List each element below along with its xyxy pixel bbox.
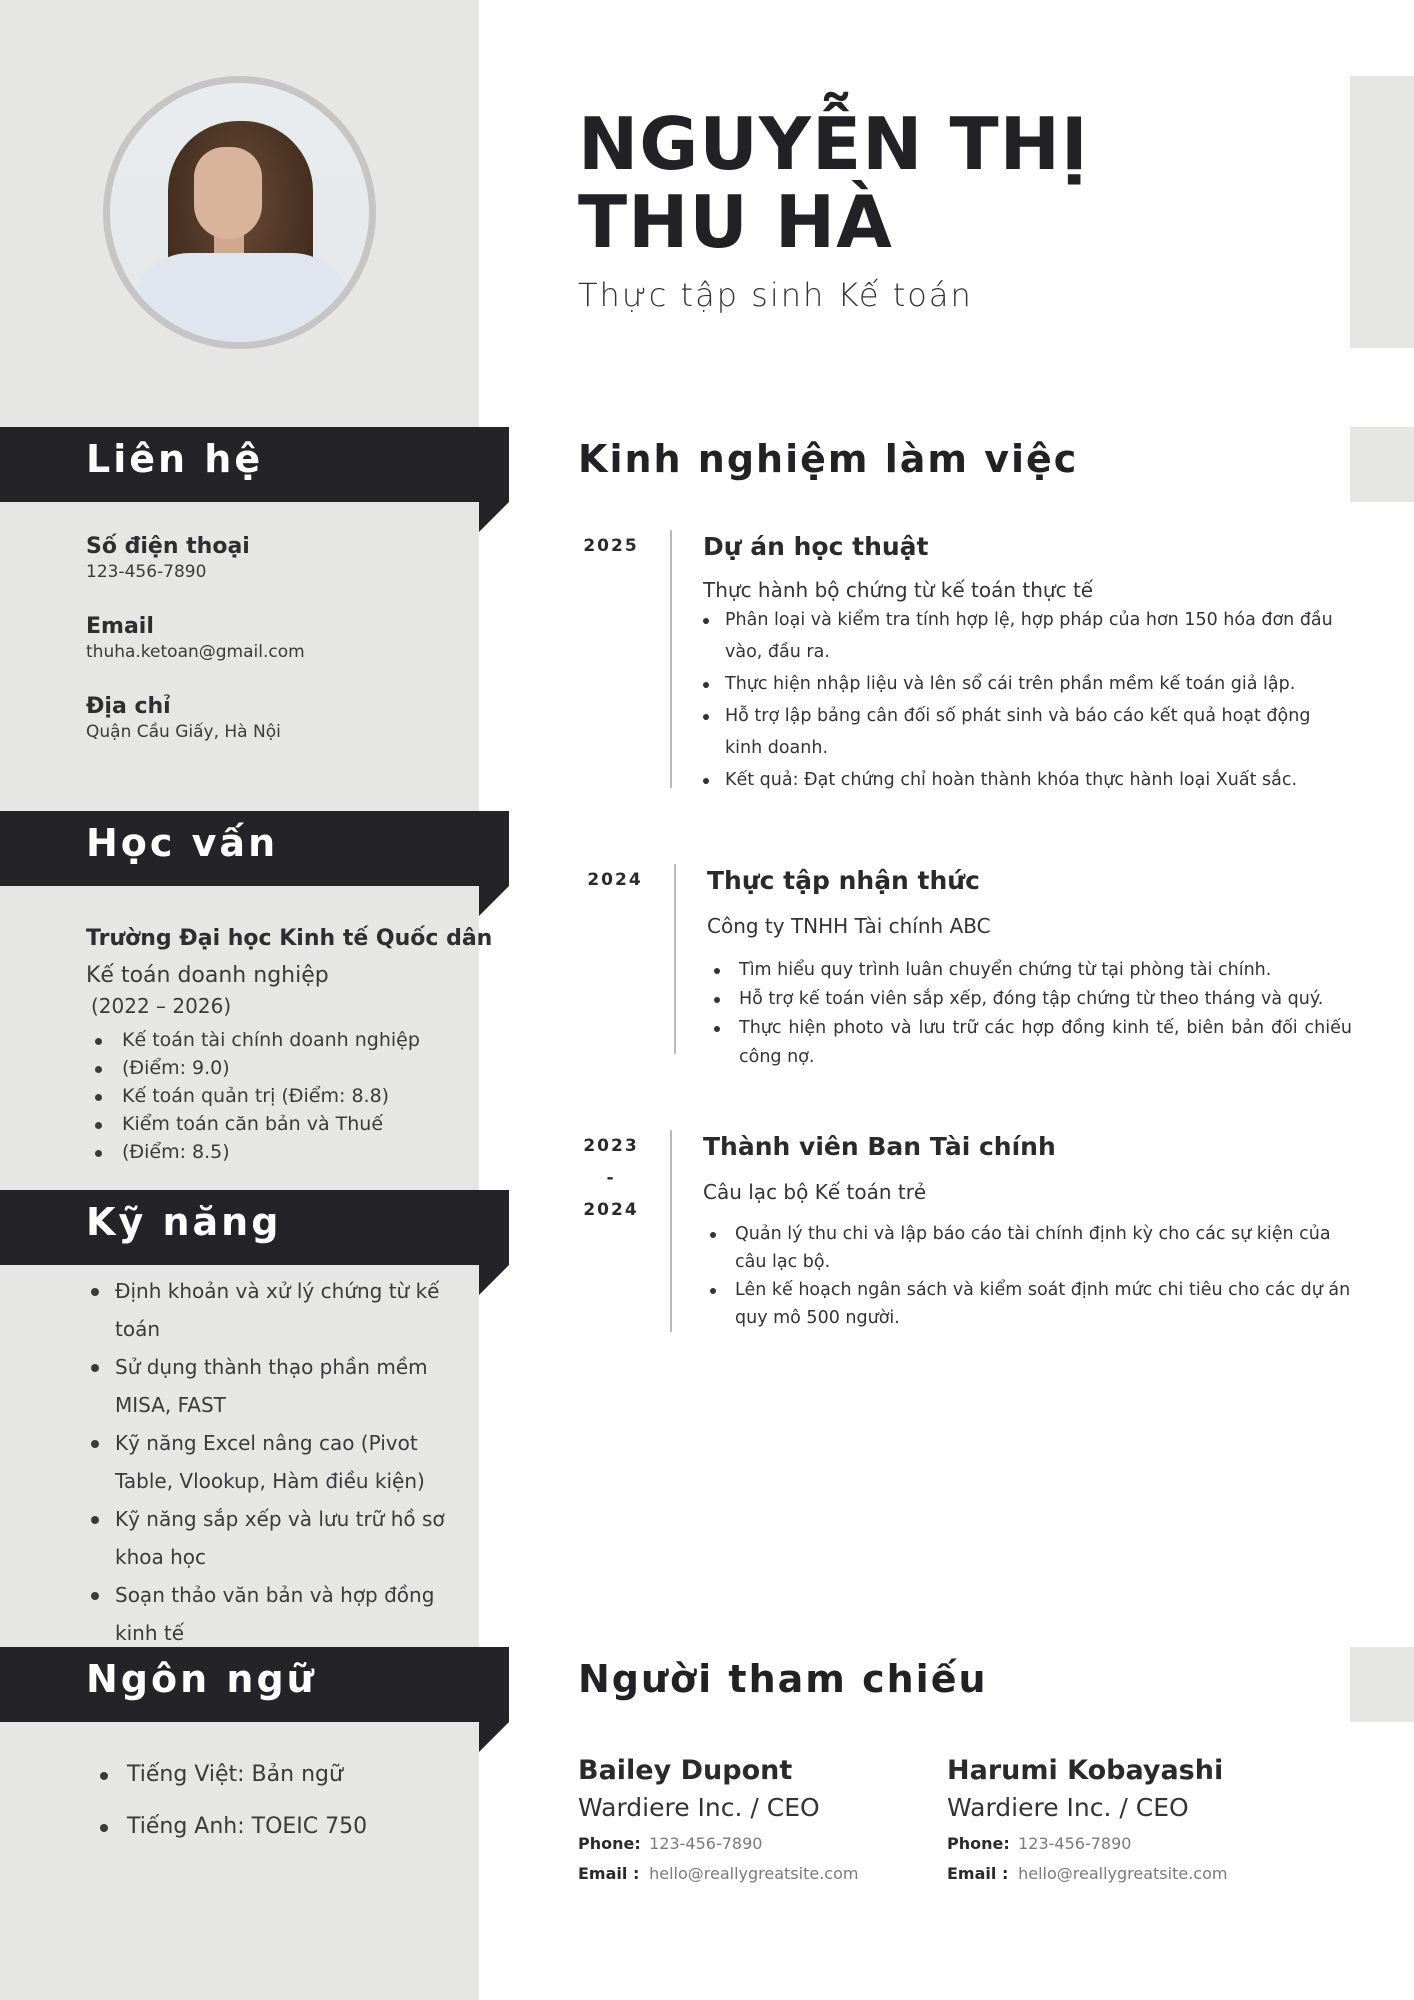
timeline-line xyxy=(674,864,676,1054)
section-title-contact: Liên hệ xyxy=(86,437,264,481)
email-label: Email : xyxy=(947,1864,1009,1883)
photo-jacket xyxy=(130,253,352,342)
experience-entry xyxy=(578,1130,1358,1340)
section-title-references: Người tham chiếu xyxy=(578,1657,988,1701)
band-fold-icon xyxy=(479,1722,509,1752)
entry-bullet: Lên kế hoạch ngân sách và kiểm soát định mức chi tiêu cho các dự án quy mô 500 người. xyxy=(703,1276,1352,1332)
contact-value-email: thuha.ketoan@gmail.com xyxy=(86,642,305,662)
band-fold-icon xyxy=(479,502,509,532)
study-years: (2022 – 2026) xyxy=(91,994,232,1018)
experience-entry xyxy=(578,864,1358,1067)
skill-item: Định khoản và xử lý chứng từ kế toán xyxy=(86,1272,456,1348)
entry-title: Thành viên Ban Tài chính xyxy=(703,1132,1056,1161)
entry-bullet: Thực hiện photo và lưu trữ các hợp đồng kinh tế, biên bản đối chiếu công nợ. xyxy=(707,1014,1352,1072)
section-title-education: Học vấn xyxy=(86,821,279,865)
entry-bullet: Thực hiện nhập liệu và lên sổ cái trên phần mềm kế toán giả lập. xyxy=(703,668,1348,700)
profile-photo-frame xyxy=(103,76,376,349)
section-title-languages: Ngôn ngữ xyxy=(86,1657,317,1701)
section-title-experience: Kinh nghiệm làm việc xyxy=(578,437,1079,481)
school-name: Trường Đại học Kinh tế Quốc dân xyxy=(86,926,493,951)
contact-value-address: Quận Cầu Giấy, Hà Nội xyxy=(86,722,281,742)
decorative-bar-references xyxy=(1350,1647,1414,1722)
skill-item: Kỹ năng sắp xếp và lưu trữ hồ sơ khoa học xyxy=(86,1500,456,1576)
course-list xyxy=(86,1026,479,1166)
entry-body xyxy=(703,530,1348,796)
reference-email[interactable]: hello@reallygreatsite.com xyxy=(1018,1864,1228,1883)
contact-label-email: Email xyxy=(86,614,154,639)
entry-date: 2024 xyxy=(587,870,643,890)
entry-bullets xyxy=(707,956,1352,1072)
contact-label-phone: Số điện thoại xyxy=(86,534,250,559)
education-block xyxy=(86,922,493,1166)
band-fold-icon xyxy=(479,886,509,916)
course-item: Kế toán tài chính doanh nghiệp xyxy=(86,1026,479,1054)
timeline-line xyxy=(670,1130,672,1332)
reference-name: Bailey Dupont xyxy=(578,1755,793,1786)
entry-org: Thực hành bộ chứng từ kế toán thực tế xyxy=(703,578,1094,602)
section-title-skills: Kỹ năng xyxy=(86,1200,282,1244)
name-line-1: NGUYỄN THỊ xyxy=(578,102,1089,186)
reference-position: Wardiere Inc. / CEO xyxy=(578,1793,820,1822)
course-item: (Điểm: 8.5) xyxy=(86,1138,479,1166)
section-band-skills xyxy=(0,1190,509,1265)
reference-card xyxy=(947,1752,1307,1886)
entry-date-start: 2023 xyxy=(583,1136,639,1156)
entry-bullet: Hỗ trợ lập bảng cân đối số phát sinh và báo cáo kết quả hoạt động kinh doanh. xyxy=(703,700,1348,764)
phone-label: Phone: xyxy=(947,1834,1010,1853)
reference-card xyxy=(578,1752,938,1886)
entry-bullet: Hỗ trợ kế toán viên sắp xếp, đóng tập chứng từ theo tháng và quý. xyxy=(707,985,1352,1014)
entry-date-separator: - xyxy=(606,1168,616,1188)
job-role: Thực tập sinh Kế toán xyxy=(578,276,973,314)
course-item: (Điểm: 9.0) xyxy=(86,1054,479,1082)
entry-org: Công ty TNHH Tài chính ABC xyxy=(707,914,991,938)
course-item: Kiểm toán căn bản và Thuế xyxy=(86,1110,479,1138)
skills-list xyxy=(86,1272,456,1652)
candidate-name xyxy=(578,102,1089,264)
contact-list xyxy=(86,533,305,773)
experience-entry xyxy=(578,530,1358,790)
decorative-bar-experience xyxy=(1350,427,1414,502)
entry-bullet: Phân loại và kiểm tra tính hợp lệ, hợp pháp của hơn 150 hóa đơn đầu vào, đầu ra. xyxy=(703,604,1348,668)
entry-date: 2025 xyxy=(583,536,639,556)
timeline-line xyxy=(670,530,672,788)
entry-title: Thực tập nhận thức xyxy=(707,866,980,895)
photo-face xyxy=(194,147,262,239)
reference-phone-row xyxy=(578,1832,938,1856)
reference-email-row xyxy=(947,1862,1307,1886)
section-band-education xyxy=(0,811,509,886)
contact-value-phone: 123-456-7890 xyxy=(86,562,207,582)
reference-phone: 123-456-7890 xyxy=(1018,1834,1132,1853)
profile-photo xyxy=(110,83,369,342)
reference-email-row xyxy=(578,1862,938,1886)
entry-bullet: Quản lý thu chi và lập báo cáo tài chính định kỳ cho các sự kiện của câu lạc bộ. xyxy=(703,1220,1352,1276)
entry-org: Câu lạc bộ Kế toán trẻ xyxy=(703,1180,927,1204)
entry-bullet: Kết quả: Đạt chứng chỉ hoàn thành khóa thực hành loại Xuất sắc. xyxy=(703,764,1348,796)
decorative-bar-header xyxy=(1350,76,1414,348)
phone-label: Phone: xyxy=(578,1834,641,1853)
language-item: Tiếng Anh: TOEIC 750 xyxy=(86,1801,367,1853)
skill-item: Sử dụng thành thạo phần mềm MISA, FAST xyxy=(86,1348,456,1424)
entry-bullet: Tìm hiểu quy trình luân chuyển chứng từ tại phòng tài chính. xyxy=(707,956,1352,985)
section-band-languages xyxy=(0,1647,509,1722)
name-line-2: THU HÀ xyxy=(578,180,893,264)
reference-phone-row xyxy=(947,1832,1307,1856)
skill-item: Soạn thảo văn bản và hợp đồng kinh tế xyxy=(86,1576,456,1652)
reference-position: Wardiere Inc. / CEO xyxy=(947,1793,1189,1822)
entry-body xyxy=(707,864,1352,1072)
course-item: Kế toán quản trị (Điểm: 8.8) xyxy=(86,1082,479,1110)
entry-date-end: 2024 xyxy=(583,1200,639,1220)
band-fold-icon xyxy=(479,1265,509,1295)
email-label: Email : xyxy=(578,1864,640,1883)
reference-name: Harumi Kobayashi xyxy=(947,1755,1224,1786)
contact-label-address: Địa chỉ xyxy=(86,694,171,719)
entry-title: Dự án học thuật xyxy=(703,532,929,561)
section-band-contact xyxy=(0,427,509,502)
reference-phone: 123-456-7890 xyxy=(649,1834,763,1853)
entry-bullets xyxy=(703,604,1348,796)
language-item: Tiếng Việt: Bản ngữ xyxy=(86,1749,367,1801)
languages-list xyxy=(86,1749,367,1853)
entry-body xyxy=(703,1130,1352,1332)
entry-bullets xyxy=(703,1220,1352,1332)
major: Kế toán doanh nghiệp xyxy=(86,963,329,988)
reference-email[interactable]: hello@reallygreatsite.com xyxy=(649,1864,859,1883)
skill-item: Kỹ năng Excel nâng cao (Pivot Table, Vlookup, Hàm điều kiện) xyxy=(86,1424,456,1500)
